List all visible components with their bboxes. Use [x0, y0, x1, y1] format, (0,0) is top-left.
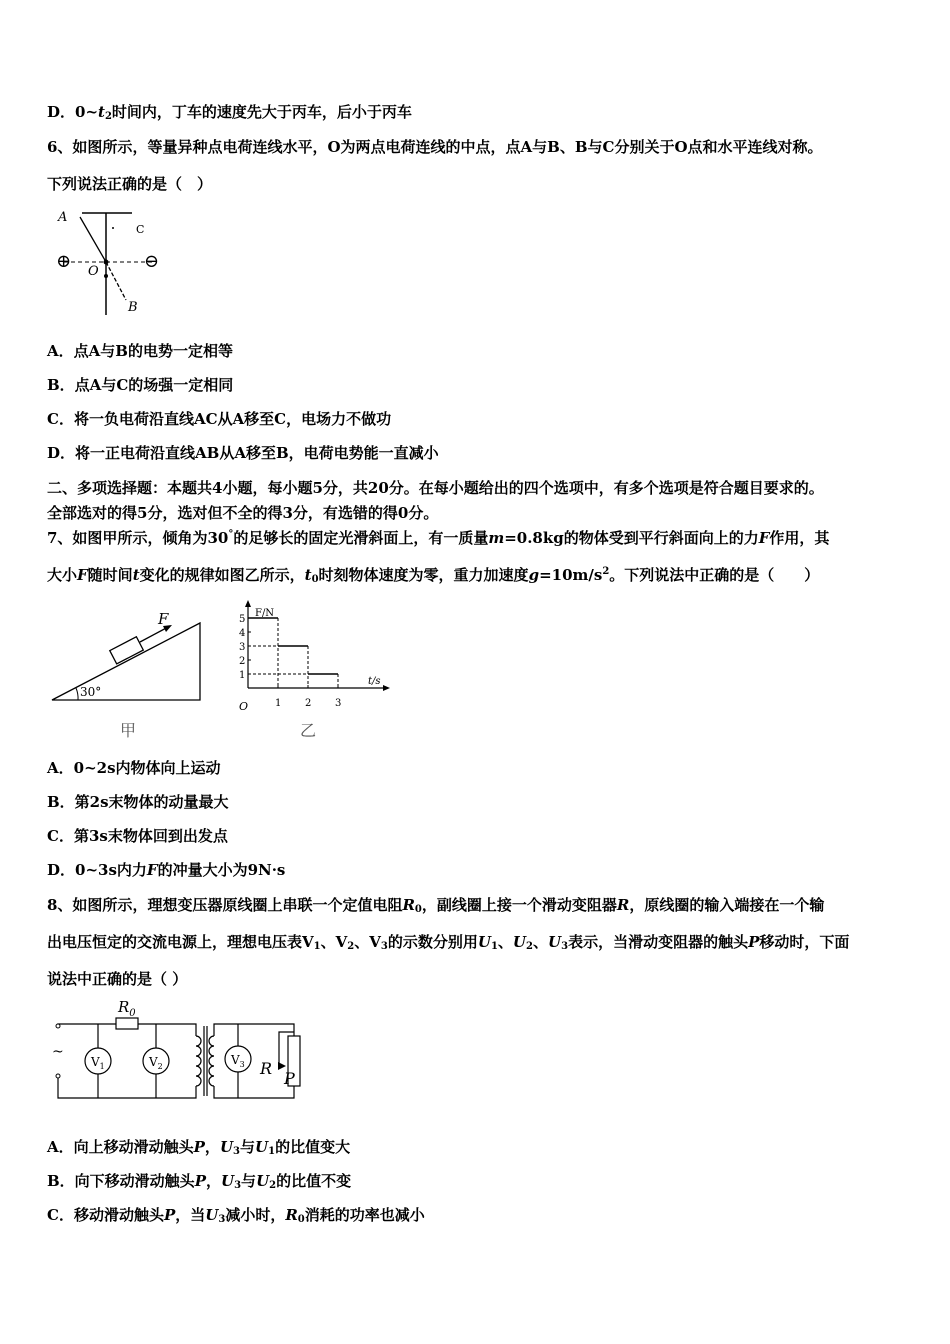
q8-option-a: A．向上移动滑动触头P，$U_3$与$U_1$的比值变大 — [47, 1138, 351, 1157]
q6-stem-line1: 6、如图所示，等量异种点电荷连线水平，O为两点电荷连线的中点，点A与B、B与C分别关于O点和水平连线对称。 — [47, 138, 823, 156]
force-series — [248, 618, 338, 674]
y-axis-arrow — [245, 600, 251, 607]
label-b: B — [128, 300, 138, 315]
angle-label: 30° — [80, 685, 102, 699]
force-label: F — [158, 610, 169, 628]
p-label: P — [284, 1069, 295, 1088]
incline — [52, 623, 200, 700]
origin-label: O — [239, 700, 249, 713]
q7-incline-figure — [48, 608, 208, 743]
q6-stem-line2: 下列说法正确的是（ ） — [47, 175, 213, 193]
y-tick-label: 4 — [239, 628, 246, 639]
q6-option-a: A．点A与B的电势一定相等 — [47, 342, 233, 360]
r-label: R — [260, 1059, 273, 1078]
q7-option-d: D．0~3s内力F的冲量大小为9N·s — [47, 861, 286, 879]
voltmeter-v3 — [225, 1046, 251, 1072]
y-tick-label: 5 — [239, 614, 246, 625]
positive-charge-icon: ⊕ — [56, 251, 72, 272]
q7-stem-line1: 7、如图甲所示，倾角为30°的足够长的固定光滑斜面上，有一质量m=0.8kg的物体受到平行斜面向上的力F作用，其 — [47, 529, 830, 547]
y-tick-label: 1 — [239, 670, 246, 681]
q8-stem-line3: 说法中正确的是（ ） — [47, 970, 188, 988]
q7-option-c: C．第3s末物体回到出发点 — [47, 827, 228, 845]
section2-line2: 全部选对的得5分，选对但不全的得3分，有选错的得0分。 — [47, 504, 439, 522]
point-dot — [104, 274, 108, 278]
svg-text:V3: $V_3$ — [231, 1053, 245, 1069]
line-ao — [80, 217, 106, 262]
q5-option-d: D．$0\sim t_2$时间内，丁车的速度先大于丙车，后小于丙车 — [47, 103, 412, 122]
q7-option-a: A．0~2s内物体向上运动 — [47, 759, 221, 777]
y-axis-label: F/N — [255, 608, 275, 619]
x-tick-label: 1 — [275, 698, 282, 709]
y-tick-label: 2 — [239, 656, 246, 667]
block — [110, 637, 144, 664]
x-axis-arrow — [383, 685, 390, 691]
line-ob — [106, 262, 126, 300]
svg-text:V1: $V_1$ — [91, 1055, 105, 1071]
q6-option-b: B．点A与C的场强一定相同 — [47, 376, 234, 394]
ac-source — [52, 1024, 64, 1078]
q8-stem-line1: 8、如图所示，理想变压器原线圈上串联一个定值电阻$R_0$，副线圈上接一个滑动变阻器R，原线圈的输入端接在一个输 — [47, 896, 825, 915]
q6-option-c: C．将一负电荷沿直线AC从A移至C，电场力不做功 — [47, 410, 392, 428]
x-axis-label: t/s — [368, 676, 381, 687]
label-o: O — [88, 264, 99, 279]
voltmeter-v1 — [85, 1048, 111, 1074]
negative-charge-icon: ⊖ — [144, 251, 160, 272]
x-tick-label: 2 — [305, 698, 312, 709]
caption-jia: 甲 — [120, 721, 137, 740]
section2-line1: 二、多项选择题：本题共4小题，每小题5分，共20分。在每小题给出的四个选项中，有多个选项是符合题目要求的。 — [47, 479, 824, 497]
x-tick-label: 3 — [335, 698, 342, 709]
q7-force-time-chart — [228, 600, 403, 743]
point-o — [104, 260, 109, 265]
q6-charge-figure — [40, 205, 180, 325]
q8-stem-line2: 出电压恒定的交流电源上，理想电压表$V_1$、$V_2$、$V_3$的示数分别用$U_1$、$U_2$、$U_3$表示，当滑动变阻器的触头P移动时，下面 — [47, 933, 850, 952]
voltmeter-v2 — [143, 1048, 169, 1074]
q8-option-b: B．向下移动滑动触头P，$U_3$与$U_2$的比值不变 — [47, 1172, 352, 1191]
q8-circuit-figure — [46, 996, 306, 1106]
q6-option-d: D．将一正电荷沿直线AB从A移至B，电荷电势能一直减小 — [47, 444, 439, 462]
label-c: C — [136, 223, 145, 236]
q8-option-c: C．移动滑动触头P，当$U_3$减小时，$R_0$消耗的功率也减小 — [47, 1206, 425, 1225]
point-c-dot — [112, 227, 114, 229]
svg-text:V2: $V_2$ — [149, 1055, 163, 1071]
angle-arc — [76, 688, 78, 700]
q7-option-b: B．第2s末物体的动量最大 — [47, 793, 229, 811]
ac-symbol: ~ — [52, 1044, 64, 1060]
label-a: A — [58, 210, 68, 225]
tick-group — [239, 614, 341, 709]
y-tick-label: 3 — [239, 642, 246, 653]
caption-yi: 乙 — [300, 721, 317, 740]
q7-stem-line2: 大小F随时间t变化的规律如图乙所示，$t_0$时刻物体速度为零，重力加速度$g=10m/s^2$。下列说法中正确的是（ ） — [47, 566, 820, 585]
guide-lines — [248, 618, 338, 688]
r0-label: $R_0$ — [118, 998, 136, 1019]
